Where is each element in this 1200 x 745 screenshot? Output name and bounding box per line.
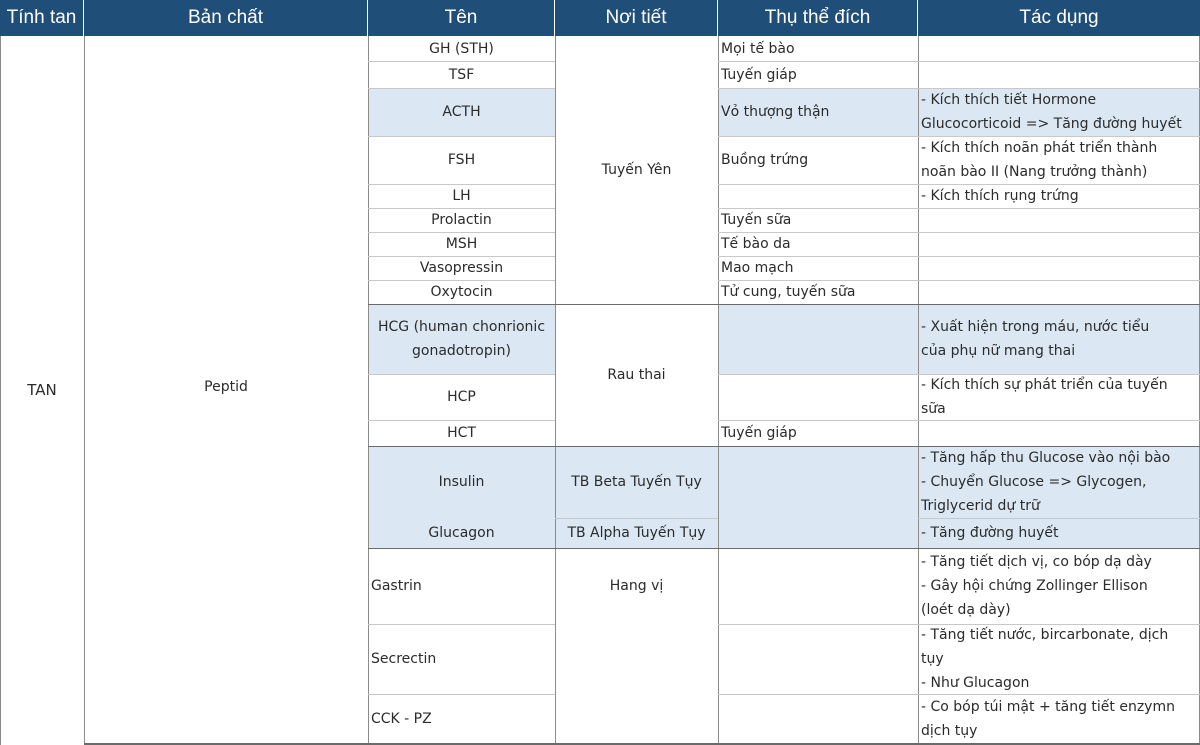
grid-line — [368, 208, 555, 209]
tinh-tan-cell: TAN — [27, 381, 57, 399]
header-thu-the-dich: Thụ thể đích — [718, 0, 918, 36]
grid-line — [918, 36, 919, 745]
grid-line — [718, 374, 1200, 375]
header-tac-dung: Tác dụng — [918, 0, 1200, 36]
header-ten: Tên — [368, 0, 555, 36]
source-tuyen-yen: Tuyến Yên — [601, 162, 672, 178]
receptor-msh: Tế bào da — [721, 236, 791, 252]
source-tb-beta: TB Beta Tuyến Tụy — [571, 474, 702, 490]
hormone-glucagon: Glucagon — [428, 525, 495, 541]
hormone-gastrin: Gastrin — [371, 578, 422, 594]
source-rau-thai: Rau thai — [607, 367, 666, 383]
effect-hcg-line-2: của phụ nữ mang thai — [921, 343, 1076, 359]
effect-hcg-line-1: - Xuất hiện trong máu, nước tiểu — [921, 319, 1150, 335]
grid-line — [368, 624, 555, 625]
effect-secrectin — [918, 624, 1200, 694]
effect-gastrin-line-2: - Gây hội chứng Zollinger Ellison — [921, 578, 1148, 594]
header-ban-chat: Bản chất — [84, 0, 368, 36]
hormone-hcg-line-1: HCG (human chonrionic — [377, 319, 546, 335]
effect-acth — [918, 88, 1200, 136]
grid-line — [918, 518, 1200, 519]
grid-line — [0, 36, 1, 745]
hormone-msh: MSH — [445, 236, 478, 252]
header-noi-tiet: Nơi tiết — [555, 0, 718, 36]
grid-line — [368, 548, 1200, 549]
grid-line — [368, 184, 555, 185]
grid-line — [718, 232, 1200, 233]
effect-fsh-line-1: - Kích thích noãn phát triển thành — [921, 140, 1158, 156]
grid-line — [555, 36, 556, 745]
effect-gastrin — [918, 548, 1200, 624]
effect-secrectin-line-3: - Như Glucagon — [921, 675, 1030, 691]
effect-hcp-line-2: sữa — [921, 401, 946, 417]
grid-line — [368, 61, 555, 62]
hormone-fsh: FSH — [447, 152, 476, 168]
effect-insulin-line-3: Triglycerid dự trữ — [921, 498, 1040, 514]
effect-gastrin-line-3: (loét dạ dày) — [921, 602, 1011, 618]
hormone-oxytocin: Oxytocin — [430, 284, 493, 300]
hormone-vasopressin: Vasopressin — [419, 260, 504, 276]
grid-line — [368, 88, 555, 89]
hormone-tsf: TSF — [448, 66, 475, 83]
hormone-secrectin: Secrectin — [371, 651, 437, 667]
effect-cck-line-2: dịch tụy — [921, 723, 978, 739]
effect-hcg — [918, 304, 1200, 374]
hormone-hcp: HCP — [447, 389, 476, 405]
grid-line — [718, 61, 1200, 62]
grid-line — [718, 280, 1200, 281]
grid-line — [718, 694, 1200, 695]
effect-insulin-line-2: - Chuyển Glucose => Glycogen, — [921, 474, 1147, 490]
grid-line — [718, 208, 1200, 209]
grid-line — [718, 256, 1200, 257]
receptor-fsh: Buồng trứng — [721, 152, 809, 168]
effect-acth-line-1: - Kích thích tiết Hormone — [921, 92, 1097, 108]
effect-fsh — [918, 136, 1200, 184]
grid-line — [555, 518, 718, 519]
effect-cck-pz — [918, 694, 1200, 744]
grid-line — [368, 446, 1200, 447]
grid-line — [718, 136, 1200, 137]
source-hang-vi: Hang vị — [609, 578, 664, 594]
receptor-gh: Mọi tế bào — [721, 40, 795, 57]
effect-hcp-line-1: - Kích thích sự phát triển của tuyến — [921, 377, 1168, 393]
receptor-prolactin: Tuyến sữa — [721, 212, 792, 228]
effect-secrectin-line-2: tụy — [921, 651, 944, 667]
grid-line — [368, 420, 555, 421]
effect-hcp — [918, 374, 1200, 420]
grid-line — [368, 256, 555, 257]
grid-line — [718, 420, 1200, 421]
effect-insulin — [918, 446, 1200, 518]
grid-line — [718, 36, 719, 745]
grid-line — [368, 280, 555, 281]
hormone-cck-pz: CCK - PZ — [371, 711, 432, 727]
grid-line — [718, 624, 1200, 625]
grid-line — [368, 136, 555, 137]
receptor-hct: Tuyến giáp — [721, 425, 797, 441]
grid-line — [368, 304, 1200, 305]
grid-line — [368, 374, 555, 375]
hormone-prolactin: Prolactin — [431, 212, 492, 228]
grid-line — [368, 36, 369, 745]
source-tb-alpha: TB Alpha Tuyến Tụy — [567, 525, 706, 541]
effect-acth-line-2: Glucocorticoid => Tăng đường huyết — [921, 116, 1182, 132]
receptor-acth: Vỏ thượng thận — [721, 104, 830, 120]
effect-glucagon: - Tăng đường huyết — [921, 525, 1059, 541]
grid-line — [718, 184, 1200, 185]
header-tinh-tan: Tính tan — [0, 0, 84, 36]
effect-insulin-line-1: - Tăng hấp thu Glucose vào nội bào — [921, 450, 1171, 466]
grid-line — [718, 88, 1200, 89]
grid-line — [368, 232, 555, 233]
receptor-oxytocin: Tử cung, tuyến sữa — [721, 284, 856, 300]
hormone-lh: LH — [452, 188, 471, 204]
hormone-insulin: Insulin — [438, 474, 485, 490]
effect-lh: - Kích thích rụng trứng — [921, 188, 1079, 204]
hormone-gh: GH (STH) — [429, 40, 494, 57]
receptor-vasopressin: Mao mạch — [721, 260, 794, 276]
effect-gastrin-line-1: - Tăng tiết dịch vị, co bóp dạ dày — [921, 554, 1152, 570]
ban-chat-cell: Peptid — [204, 379, 248, 395]
effect-secrectin-line-1: - Tăng tiết nước, bircarbonate, dịch — [921, 627, 1169, 643]
grid-line — [368, 694, 555, 695]
receptor-tsf: Tuyến giáp — [721, 66, 797, 83]
hormone-hct: HCT — [447, 425, 476, 441]
effect-fsh-line-2: noãn bào II (Nang trưởng thành) — [921, 164, 1148, 180]
hormone-acth: ACTH — [442, 104, 481, 120]
hormone-hcg — [368, 304, 555, 374]
grid-line — [84, 36, 85, 745]
effect-cck-line-1: - Co bóp túi mật + tăng tiết enzymn — [921, 699, 1175, 715]
hormone-hcg-line-2: gonadotropin) — [412, 343, 511, 359]
